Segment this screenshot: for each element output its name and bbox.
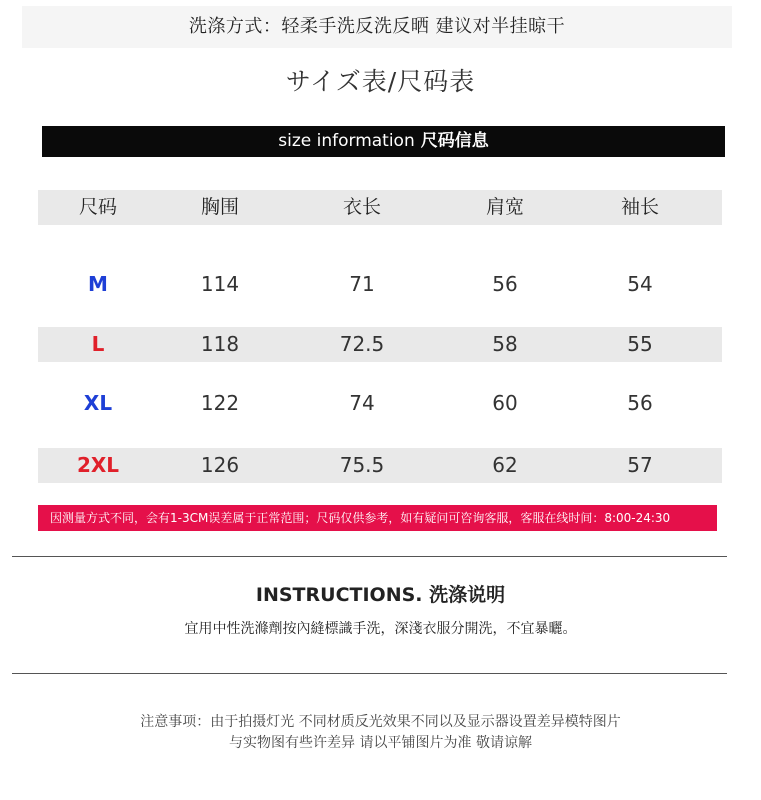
divider <box>12 556 727 557</box>
shoulder-value: 58 <box>492 332 518 356</box>
size-label-xl: XL <box>83 391 113 415</box>
header-shoulder: 肩宽 <box>485 196 524 218</box>
header-size: 尺码 <box>78 196 117 218</box>
measurement-note: 因测量方式不同，会有1-3CM误差属于正常范围；尺码仅供参考，如有疑问可咨询客服，客服在线时间：8:00-24:30 <box>38 505 717 531</box>
chest-value: 126 <box>200 453 240 477</box>
section-header-en: size information <box>278 131 415 151</box>
chest-value: 122 <box>200 391 240 415</box>
footer-note-line2: 与实物图有些许差异 请以平铺图片为准 敬请谅解 <box>229 735 532 751</box>
table-row <box>38 386 722 421</box>
divider <box>12 673 727 674</box>
sleeve-value: 57 <box>627 453 653 477</box>
header-length: 衣长 <box>342 196 381 218</box>
table-header-row <box>38 190 722 225</box>
size-label-l: L <box>91 332 105 356</box>
washing-method-text: 洗涤方式：轻柔手洗反洗反晒 建议对半挂晾干 <box>188 16 566 37</box>
size-information-header <box>42 126 725 157</box>
instructions-title: INSTRUCTIONS. 洗涤说明 <box>255 584 506 606</box>
table-row <box>38 267 722 302</box>
shoulder-value: 60 <box>492 391 518 415</box>
length-value: 74 <box>349 391 375 415</box>
chest-value: 118 <box>200 332 240 356</box>
instructions-text: 宜用中性洗滌劑按內縫標識手洗，深淺衣服分開洗，不宜暴曬。 <box>184 621 577 637</box>
washing-method-banner <box>22 6 732 48</box>
sleeve-value: 54 <box>627 272 653 296</box>
table-row <box>38 327 722 362</box>
header-sleeve: 袖长 <box>620 196 659 218</box>
size-label-2xl: 2XL <box>76 453 120 477</box>
length-value: 72.5 <box>339 332 385 356</box>
size-label-m: M <box>88 272 108 296</box>
footer-note-line1: 注意事项：由于拍摄灯光 不同材质反光效果不同以及显示器设置差异模特图片 <box>140 714 621 730</box>
sleeve-value: 56 <box>627 391 653 415</box>
section-header-cn: 尺码信息 <box>420 131 489 151</box>
header-chest: 胸围 <box>200 196 239 218</box>
shoulder-value: 62 <box>492 453 518 477</box>
length-value: 75.5 <box>339 453 385 477</box>
shoulder-value: 56 <box>492 272 518 296</box>
table-row <box>38 448 722 483</box>
page-title: サイズ表/尺码表 <box>285 67 476 96</box>
sleeve-value: 55 <box>627 332 653 356</box>
length-value: 71 <box>349 272 375 296</box>
chest-value: 114 <box>200 272 240 296</box>
